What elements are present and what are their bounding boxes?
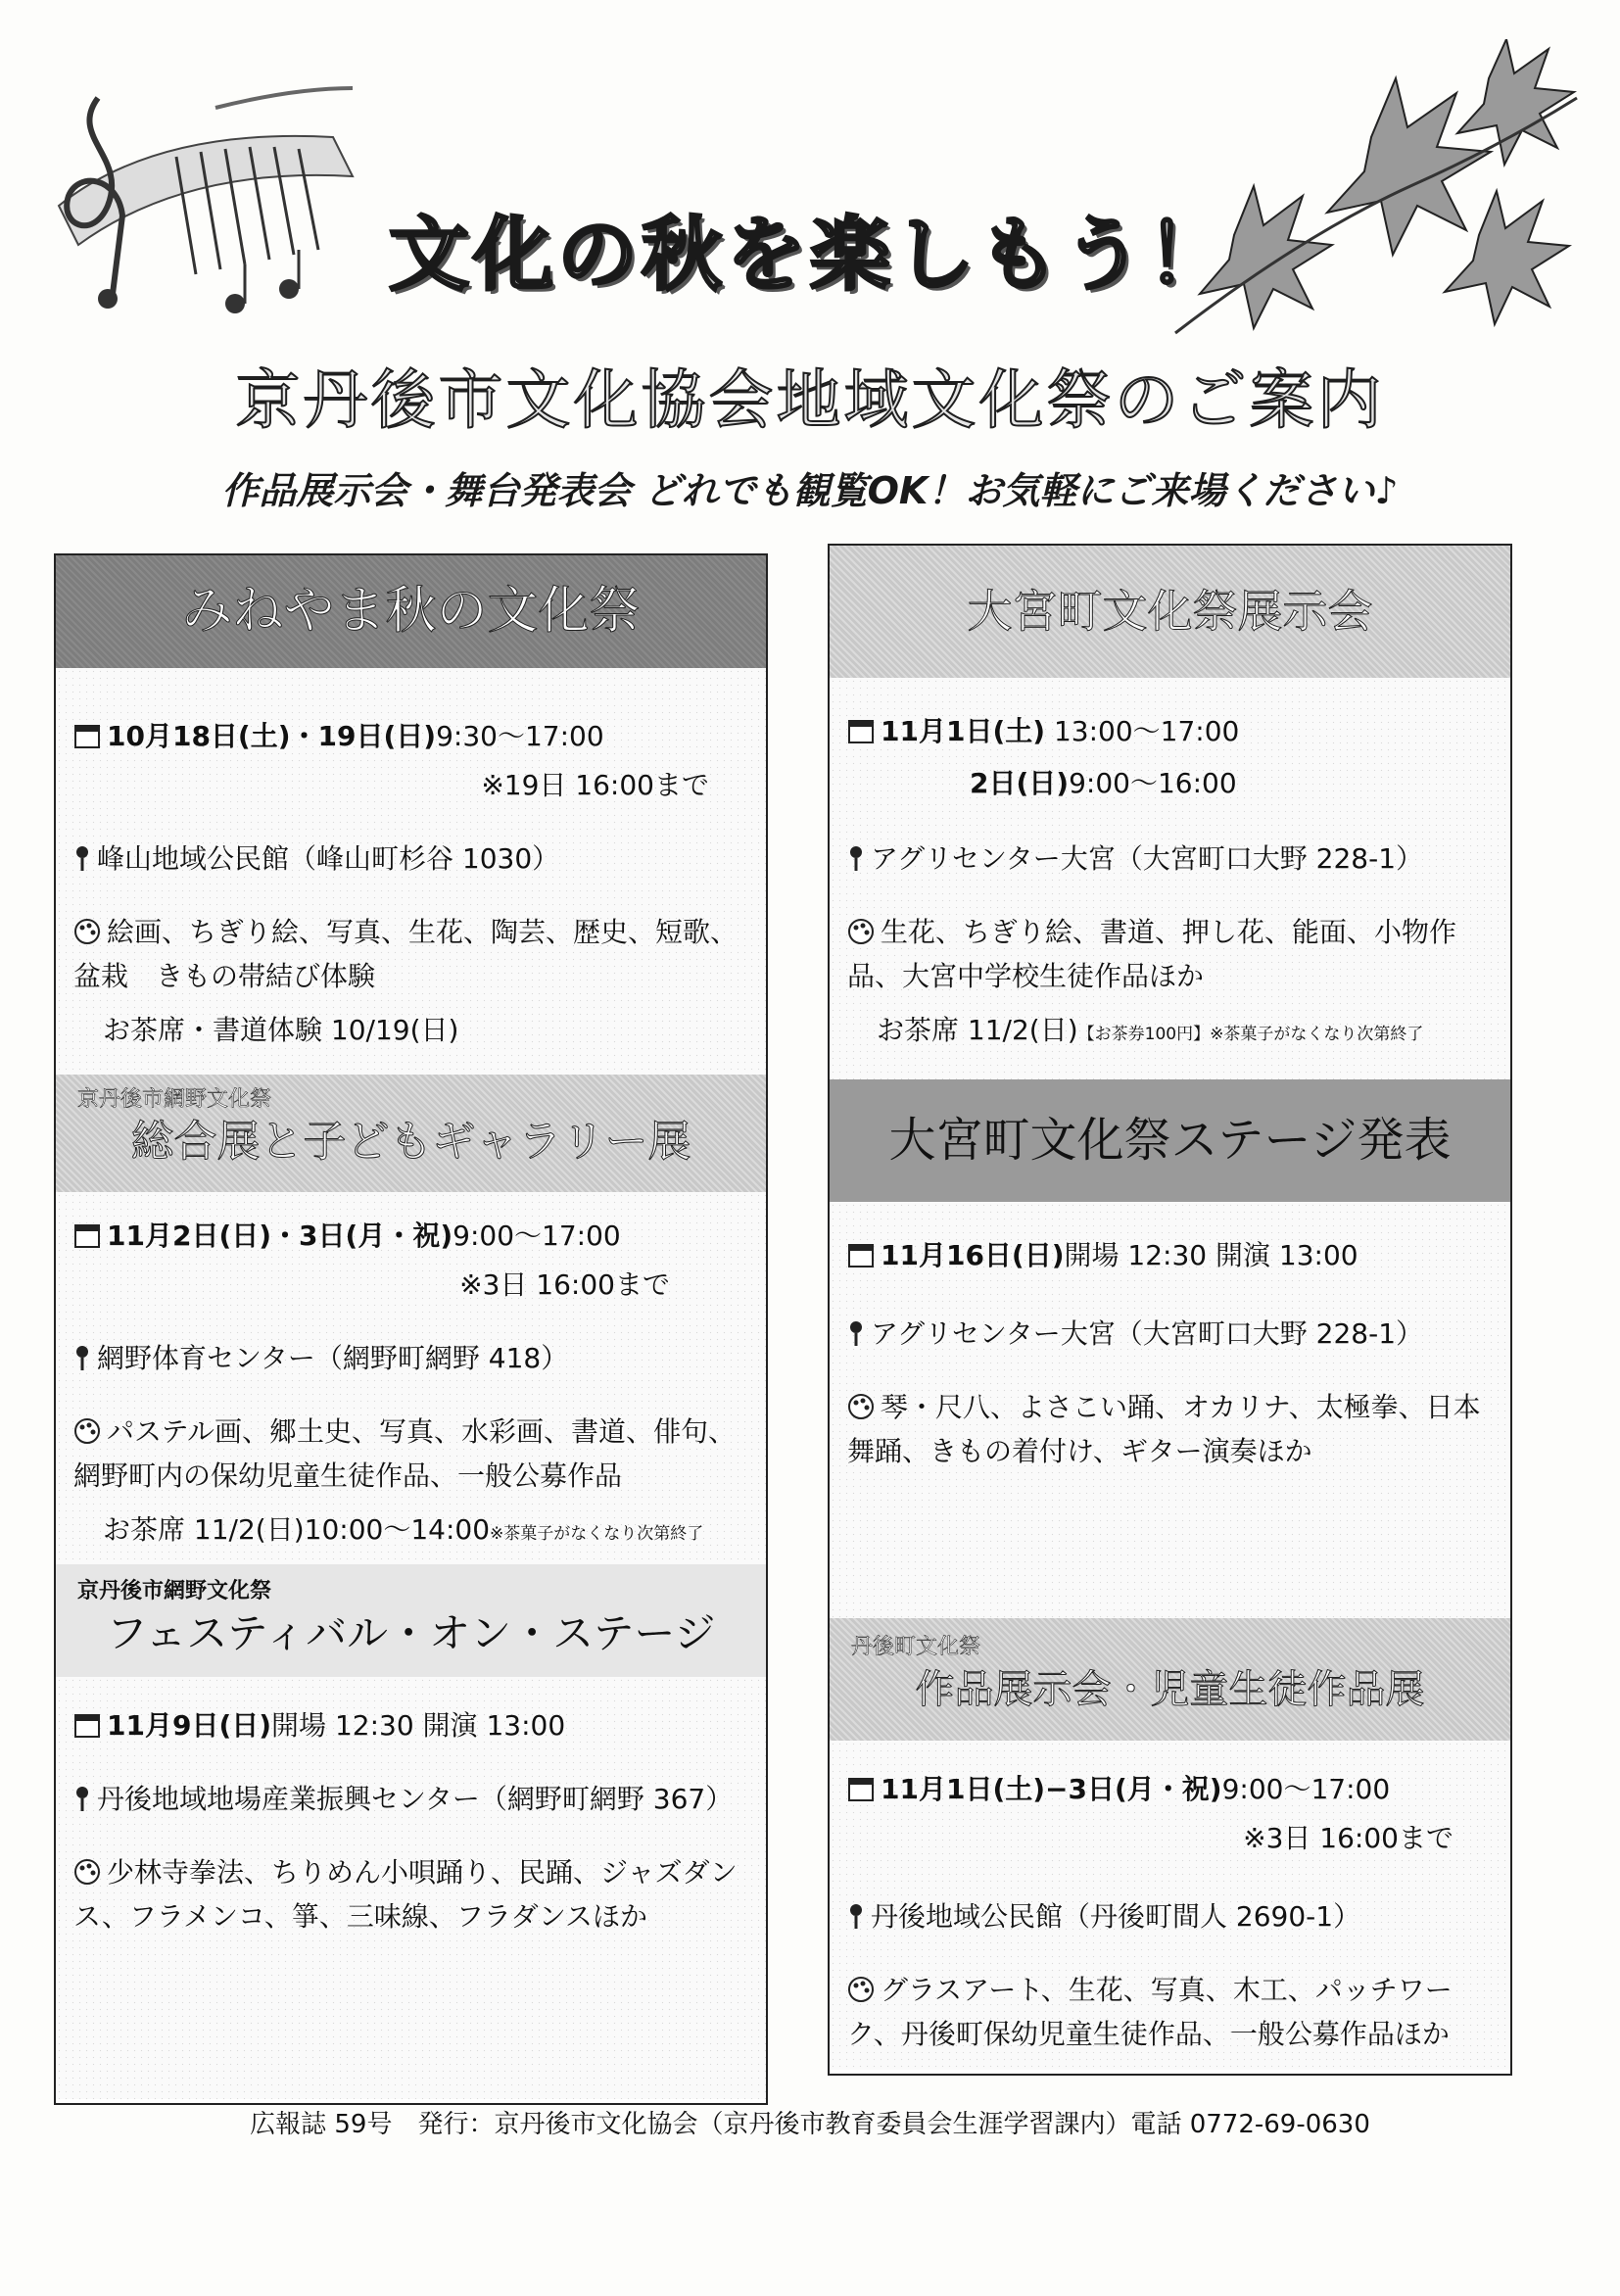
event-title: フェスティバル・オン・ステージ [106, 1609, 716, 1657]
event-content [847, 913, 1493, 996]
event-body-amino-stage [56, 1677, 766, 2099]
event-content [73, 1853, 748, 1937]
venue-text: 峰山地域公民館（峰山町杉谷 1030） [97, 842, 560, 875]
event-content [847, 1971, 1493, 2054]
palette-icon [847, 1392, 875, 1432]
extra-text: お茶席 11/2(日) [877, 1014, 1078, 1046]
palette-icon [73, 1416, 101, 1457]
location-pin-icon [847, 1318, 865, 1359]
content-text: グラスアート、生花、写真、木工、パッチワーク、丹後町保幼児童生徒作品、一般公募作品ほか [847, 1974, 1453, 2050]
event-venue [847, 839, 1493, 884]
content-text: パステル画、郷土史、写真、水彩画、書道、俳句、網野町内の保幼児童生徒作品、一般公募作品 [73, 1415, 737, 1492]
subtitle: 作品展示会・舞台発表会 どれでも観覧OK！お気軽にご来場ください♪ [221, 469, 1399, 512]
palette-icon [847, 1975, 875, 2015]
event-body-amino-exhibit [56, 1192, 766, 1564]
event-date-2 [847, 764, 1493, 804]
calendar-icon [73, 721, 101, 761]
event-extra [73, 1510, 748, 1551]
date-bold: 11月16日(日) [881, 1239, 1065, 1271]
location-pin-icon [73, 843, 91, 884]
date-note: ※3日 16:00まで [459, 1268, 670, 1301]
extra-note: ※茶菓子がなくなり次第終了 [490, 1524, 704, 1544]
event-content [847, 1388, 1493, 1471]
event-title: みねやま秋の文化祭 [181, 582, 641, 641]
date-time: 開場 12:30 開演 13:00 [271, 1709, 566, 1742]
event-venue [73, 1339, 748, 1383]
date-note: ※19日 16:00まで [481, 769, 709, 801]
event-banner-omiya-exhibit [830, 546, 1510, 678]
event-date [73, 1706, 748, 1750]
event-body-omiya-exhibit [830, 678, 1510, 1079]
date-bold: 11月9日(日) [107, 1709, 272, 1742]
content-text: 絵画、ちぎり絵、写真、生花、陶芸、歴史、短歌、盆栽 きもの帯結び体験 [73, 916, 739, 992]
date-time: 9:00〜16:00 [1069, 767, 1237, 799]
event-banner-tango [830, 1618, 1510, 1741]
date-time: 開場 12:30 開演 13:00 [1064, 1239, 1358, 1271]
venue-text: 丹後地域地場産業振興センター（網野町網野 367） [97, 1783, 734, 1815]
palette-icon [847, 917, 875, 957]
venue-text: 丹後地域公民館（丹後町間人 2690-1） [871, 1900, 1361, 1933]
event-extra [847, 1011, 1493, 1051]
event-extra: お茶席・書道体験 10/19(日) [103, 1014, 459, 1046]
date-time: 9:00〜17:00 [453, 1220, 621, 1252]
calendar-icon [847, 1240, 875, 1280]
venue-text: アグリセンター大宮（大宮町口大野 228-1） [871, 1317, 1424, 1350]
right-column [828, 544, 1512, 2076]
event-venue [73, 1780, 748, 1824]
date-time: 9:30〜17:00 [436, 720, 604, 752]
palette-icon [73, 917, 101, 957]
calendar-icon [73, 1710, 101, 1750]
event-body-mineyama [56, 668, 766, 1075]
event-venue [73, 839, 748, 884]
event-title: 大宮町文化祭展示会 [967, 585, 1373, 638]
event-banner-mineyama [56, 555, 766, 668]
content-text: 生花、ちぎり絵、書道、押し花、能面、小物作品、大宮中学校生徒作品ほか [847, 916, 1457, 992]
event-title: 作品展示会・児童生徒作品展 [915, 1667, 1425, 1712]
event-date [847, 712, 1493, 756]
event-banner-amino-exhibit [56, 1075, 766, 1192]
slogan: 文化の秋を楽しもう！ [388, 209, 1231, 302]
page-title: 京丹後市文化協会地域文化祭のご案内 [235, 362, 1385, 438]
event-banner-omiya-stage [830, 1079, 1510, 1202]
date-bold: 2日(日) [970, 767, 1070, 799]
event-content [73, 1412, 748, 1496]
location-pin-icon [847, 1901, 865, 1941]
left-column [54, 553, 768, 2105]
calendar-icon [73, 1220, 101, 1261]
footer: 広報誌 59号 発行：京丹後市文化協会（京丹後市教育委員会生涯学習課内）電話 0772-69-0630 [250, 2110, 1370, 2139]
content-text: 少林寺拳法、ちりめん小唄踊り、民踊、ジャズダンス、フラメンコ、箏、三味線、フラダンスほか [73, 1856, 738, 1933]
palette-icon [73, 1857, 101, 1897]
date-note: ※3日 16:00まで [1243, 1822, 1453, 1854]
event-body-omiya-stage [830, 1202, 1510, 1618]
extra-text: お茶席 11/2(日)10:00〜14:00 [103, 1513, 491, 1546]
calendar-icon [847, 716, 875, 756]
event-content [73, 913, 748, 996]
date-bold: 11月1日(土)−3日(月・祝) [881, 1773, 1222, 1805]
date-bold: 10月18日(土)・19日(日) [107, 720, 437, 752]
calendar-icon [847, 1774, 875, 1814]
location-pin-icon [73, 1343, 91, 1383]
date-bold: 11月1日(土) [881, 715, 1046, 747]
event-date [73, 717, 748, 761]
event-venue [847, 1315, 1493, 1359]
venue-text: 網野体育センター（網野町網野 418） [97, 1342, 569, 1374]
event-venue [847, 1897, 1493, 1941]
event-banner-amino-stage [56, 1564, 766, 1677]
venue-text: アグリセンター大宮（大宮町口大野 228-1） [871, 842, 1424, 875]
event-subtitle: 京丹後市網野文化祭 [77, 1087, 272, 1112]
event-date [847, 1236, 1493, 1280]
date-time: 9:00〜17:00 [1221, 1773, 1391, 1805]
event-subtitle: 丹後町文化祭 [851, 1635, 981, 1659]
date-time: 13:00〜17:00 [1053, 715, 1240, 747]
event-title: 総合展と子どもギャラリー展 [130, 1117, 691, 1167]
event-date [847, 1770, 1493, 1814]
location-pin-icon [847, 843, 865, 884]
event-body-tango [830, 1741, 1510, 2070]
extra-note: 【お茶券100円】※茶菓子がなくなり次第終了 [1077, 1025, 1424, 1044]
event-title: 大宮町文化祭ステージ発表 [888, 1113, 1452, 1168]
location-pin-icon [73, 1784, 91, 1824]
date-bold: 11月2日(日)・3日(月・祝) [107, 1220, 453, 1252]
content-text: 琴・尺八、よさこい踊、オカリナ、太極拳、日本舞踊、きもの着付け、ギター演奏ほか [847, 1391, 1481, 1467]
event-date [73, 1217, 748, 1261]
event-subtitle: 京丹後市網野文化祭 [77, 1579, 272, 1603]
